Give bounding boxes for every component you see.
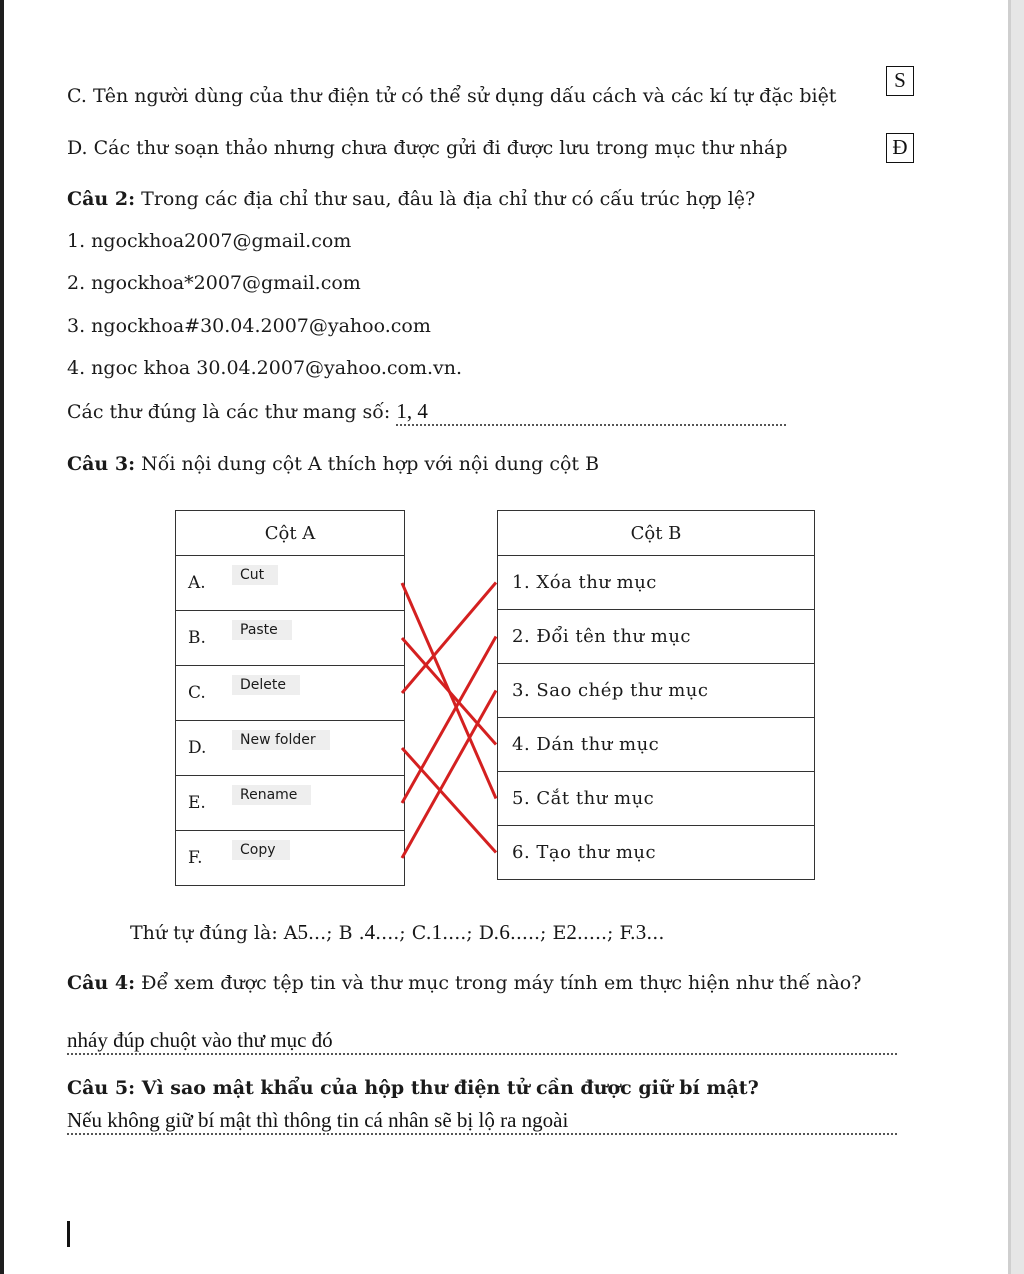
q4-text: Để xem được tệp tin và thư mục trong máy tính em thực hiện như thế nào? (135, 972, 862, 994)
q2-label: Câu 2: (67, 188, 136, 210)
q4-label: Câu 4: (67, 972, 136, 994)
column-b-row: 4. Dán thư mục (498, 718, 815, 772)
q2-option-1: 1. ngockhoa2007@gmail.com (67, 230, 352, 252)
q5-question (67, 1077, 759, 1099)
order-d: 6 (499, 920, 510, 944)
q2-option-3: 3. ngockhoa#30.04.2007@yahoo.com (67, 315, 431, 337)
column-b-row: 2. Đổi tên thư mục (498, 610, 815, 664)
q5-label: Câu 5: (67, 1077, 136, 1099)
q5-answer-line (67, 1108, 897, 1135)
column-a-letter: C. (188, 683, 206, 703)
match-line (402, 638, 496, 745)
q1-option-c: C. Tên người dùng của thư điện tử có thể sử dụng dấu cách và các kí tự đặc biệt (67, 85, 837, 107)
order-b: 4 (364, 920, 376, 944)
q4-question (67, 972, 861, 994)
q1-mark-d: Đ (886, 133, 914, 163)
column-b-row: 3. Sao chép thư mục (498, 664, 815, 718)
text-cursor (67, 1221, 70, 1247)
column-b-header: Cột B (498, 511, 815, 556)
q3-order-line: Thứ tự đúng là: A5...; B .4....; C.1....; D.6.....; E2.....; F.3... (130, 920, 665, 944)
copy-chip: Copy (232, 840, 290, 860)
match-line (402, 637, 496, 804)
match-line (402, 583, 496, 694)
delete-chip: Delete (232, 675, 300, 695)
column-a-letter: E. (188, 793, 206, 813)
q1-mark-c: S (886, 66, 914, 96)
column-b-row: 1. Xóa thư mục (498, 556, 815, 610)
column-a-letter: D. (188, 738, 207, 758)
column-b-row: 6. Tạo thư mục (498, 826, 815, 880)
column-a-letter: A. (188, 573, 206, 593)
column-a-header: Cột A (176, 511, 405, 556)
q4-answer-line (67, 1028, 897, 1055)
order-e: 2 (566, 920, 577, 944)
order-prefix: Thứ tự đúng là: A (130, 922, 298, 944)
cut-chip: Cut (232, 565, 278, 585)
match-line (402, 691, 496, 859)
column-b-row: 5. Cắt thư mục (498, 772, 815, 826)
order-f: 3 (635, 920, 647, 944)
q2-text: Trong các địa chỉ thư sau, đâu là địa chỉ thư có cấu trúc hợp lệ? (135, 188, 756, 210)
q3-label: Câu 3: (67, 453, 136, 475)
q2-option-4: 4. ngoc khoa 30.04.2007@yahoo.com.vn. (67, 357, 463, 379)
new-folder-chip: New folder (232, 730, 330, 750)
q3-text: Nối nội dung cột A thích hợp với nội dung cột B (135, 453, 600, 475)
rename-chip: Rename (232, 785, 311, 805)
q5-text: Vì sao mật khẩu của hộp thư điện tử cần được giữ bí mật? (135, 1077, 759, 1099)
q2-answer-prefix: Các thư đúng là các thư mang số: (67, 401, 397, 423)
column-a-letter: F. (188, 848, 203, 868)
order-c: 1 (431, 920, 443, 944)
paste-chip: Paste (232, 620, 292, 640)
q5-answer: Nếu không giữ bí mật thì thông tin cá nhân sẽ bị lộ ra ngoài (67, 1108, 569, 1132)
q2-option-2: 2. ngockhoa*2007@gmail.com (67, 272, 361, 294)
column-a-letter: B. (188, 628, 206, 648)
q2-answer-value: 1, 4 (396, 399, 428, 423)
q4-answer: nháy đúp chuột vào thư mục đó (67, 1028, 333, 1052)
order-a: 5 (297, 920, 309, 944)
q1-option-d: D. Các thư soạn thảo nhưng chưa được gửi đi được lưu trong mục thư nháp (67, 137, 788, 159)
